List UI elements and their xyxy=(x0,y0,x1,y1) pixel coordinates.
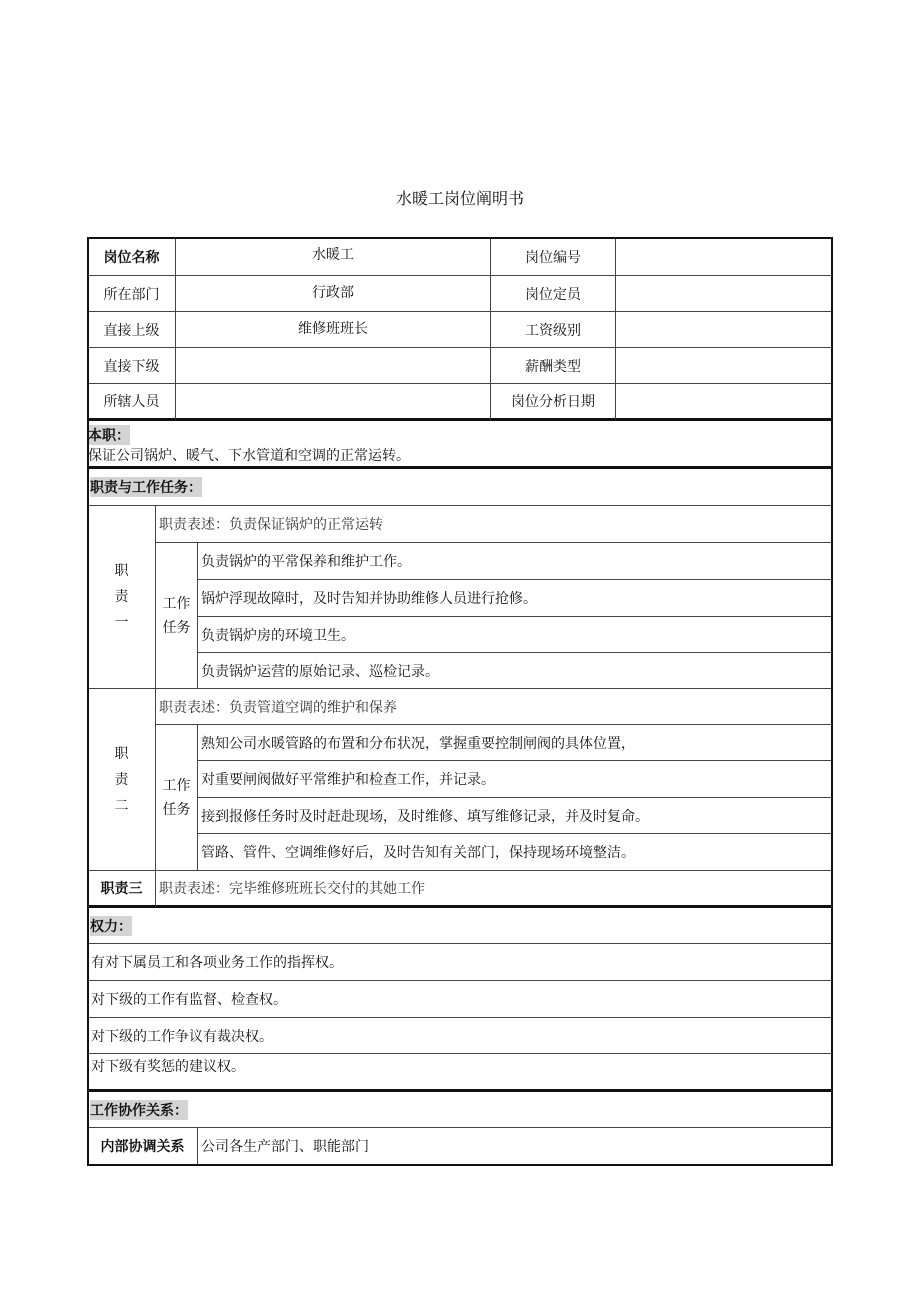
info-value: 维修班班长 xyxy=(176,312,491,348)
cooperation-section-header xyxy=(88,1092,832,1128)
info-label: 岗位定员 xyxy=(491,276,616,312)
duty-2-label: 职 责 二 xyxy=(88,689,156,871)
info-value xyxy=(616,348,832,384)
info-value xyxy=(176,384,491,421)
duty-1-desc: 职责表述：负责保证锅炉的正常运转 xyxy=(156,506,832,543)
info-label: 工资级别 xyxy=(491,312,616,348)
info-value: 水暖工 xyxy=(176,238,491,276)
authority-item: 对下级有奖惩的建议权。 xyxy=(88,1054,832,1092)
info-label: 岗位名称 xyxy=(88,238,176,276)
info-value xyxy=(616,384,832,421)
internal-coordination-value: 公司各生产部门、职能部门 xyxy=(198,1128,832,1165)
authority-section-header xyxy=(88,908,832,944)
info-value xyxy=(616,312,832,348)
main-duty-heading: 本职： xyxy=(88,425,130,445)
info-value xyxy=(176,348,491,384)
duty-2-task-label: 工作 任务 xyxy=(156,725,198,871)
duty-task: 负责锅炉房的环境卫生。 xyxy=(198,617,832,653)
info-label: 直接下级 xyxy=(88,348,176,384)
info-label: 岗位编号 xyxy=(491,238,616,276)
duty-2-desc: 职责表述：负责管道空调的维护和保养 xyxy=(156,689,832,725)
duty-task: 负责锅炉的平常保养和维护工作。 xyxy=(198,543,832,580)
duties-section-header xyxy=(88,469,832,506)
info-label: 所辖人员 xyxy=(88,384,176,421)
main-duty-text: 保证公司锅炉、暖气、下水管道和空调的正常运转。 xyxy=(88,448,410,464)
duties-heading: 职责与工作任务： xyxy=(90,477,202,497)
info-value: 行政部 xyxy=(176,276,491,312)
main-duty-section xyxy=(88,421,832,469)
cooperation-heading: 工作协作关系： xyxy=(90,1100,188,1120)
info-value xyxy=(616,276,832,312)
duty-task: 熟知公司水暖管路的布置和分布状况，掌握重要控制闸阀的具体位置， xyxy=(198,725,832,761)
authority-item: 对下级的工作有监督、检查权。 xyxy=(88,981,832,1018)
document-title: 水暖工岗位阐明书 xyxy=(395,189,524,208)
internal-coordination-label: 内部协调关系 xyxy=(88,1128,198,1165)
duty-task: 管路、管件、空调维修好后，及时告知有关部门，保持现场环境整洁。 xyxy=(198,834,832,871)
duty-3-desc: 职责表述：完毕维修班班长交付的其她工作 xyxy=(156,871,832,908)
duty-1-task-label: 工作 任务 xyxy=(156,543,198,689)
info-label: 所在部门 xyxy=(88,276,176,312)
info-value xyxy=(616,238,832,276)
duty-3-label: 职责三 xyxy=(88,871,156,908)
authority-item: 有对下属员工和各项业务工作的指挥权。 xyxy=(88,944,832,981)
info-label: 薪酬类型 xyxy=(491,348,616,384)
duty-task: 负责锅炉运营的原始记录、巡检记录。 xyxy=(198,653,832,689)
authority-item: 对下级的工作争议有裁决权。 xyxy=(88,1018,832,1054)
info-label: 岗位分析日期 xyxy=(491,384,616,421)
authority-heading: 权力： xyxy=(90,916,132,936)
duty-task: 锅炉浮现故障时，及时告知并协助维修人员进行抢修。 xyxy=(198,580,832,617)
info-label: 直接上级 xyxy=(88,312,176,348)
duty-1-label: 职 责 一 xyxy=(88,506,156,689)
duty-task: 对重要闸阀做好平常维护和检查工作，并记录。 xyxy=(198,761,832,798)
duty-task: 接到报修任务时及时赶赴现场，及时维修、填写维修记录，并及时复命。 xyxy=(198,798,832,834)
